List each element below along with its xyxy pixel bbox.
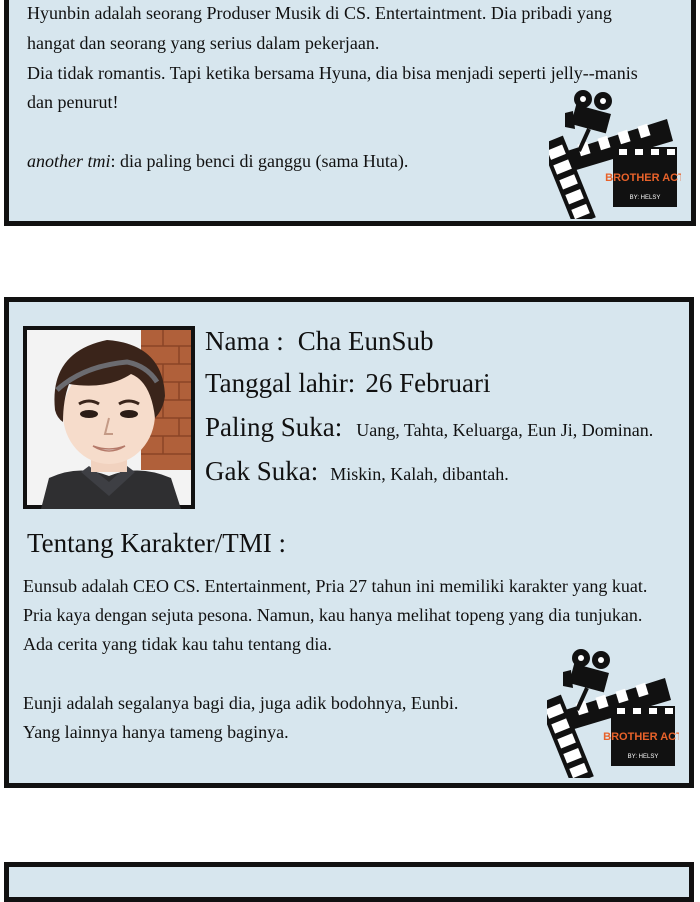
tmi-text: : dia paling benci di ganggu (sama Huta). xyxy=(110,151,409,171)
logo-subtitle: BY: HELSY xyxy=(627,754,659,760)
dislikes-field xyxy=(205,456,509,487)
name-value: Cha EunSub xyxy=(297,326,434,356)
dislikes-label: Gak Suka: xyxy=(205,456,319,486)
dislikes-value: Miskin, Kalah, dibantah. xyxy=(330,464,509,484)
portrait-image xyxy=(23,326,195,509)
birthdate-label: Tanggal lahir: xyxy=(205,368,356,398)
birthdate-field xyxy=(205,368,491,399)
likes-field xyxy=(205,412,653,443)
tmi-label: another tmi xyxy=(27,151,111,171)
description-line: Dia tidak romantis. Tapi ketika bersama Hyuna, dia bisa menjadi seperti jelly--manis xyxy=(27,63,638,83)
tmi-line xyxy=(27,151,408,171)
description-line: Eunsub adalah CEO CS. Entertainment, Pria 27 tahun ini memiliki karakter yang kuat. xyxy=(23,576,648,596)
description-line: Ada cerita yang tidak kau tahu tentang dia. xyxy=(23,634,332,654)
description-line: hangat dan seorang yang serius dalam pekerjaan. xyxy=(27,33,380,53)
movie-camera-clapperboard-icon xyxy=(547,648,679,778)
likes-label: Paling Suka: xyxy=(205,412,343,442)
description-line: Hyunbin adalah seorang Produser Musik di CS. Entertaintment. Dia pribadi yang xyxy=(27,3,612,23)
description-line: Yang lainnya hanya tameng baginya. xyxy=(23,722,289,742)
character-card-hyunbin xyxy=(4,0,696,226)
brother-act-logo xyxy=(547,648,679,783)
character-card-next xyxy=(4,862,694,902)
logo-title: BROTHER ACT xyxy=(605,172,681,184)
description-line: Eunji adalah segalanya bagi dia, juga adik bodohnya, Eunbi. xyxy=(23,693,459,713)
logo-subtitle: BY: HELSY xyxy=(629,195,661,201)
movie-camera-clapperboard-icon xyxy=(549,89,681,219)
description-line: dan penurut! xyxy=(27,92,119,112)
description-line: Pria kaya dengan sejuta pesona. Namun, kau hanya melihat topeng yang dia tunjukan. xyxy=(23,605,643,625)
character-portrait xyxy=(23,326,195,509)
section-heading: Tentang Karakter/TMI : xyxy=(27,528,287,558)
brother-act-logo xyxy=(549,89,681,224)
logo-title: BROTHER ACT xyxy=(603,731,679,743)
character-card-eunsub xyxy=(4,297,694,788)
name-field xyxy=(205,326,434,357)
name-label: Nama : xyxy=(205,326,284,356)
birthdate-value: 26 Februari xyxy=(365,368,491,398)
likes-value: Uang, Tahta, Keluarga, Eun Ji, Dominan. xyxy=(356,420,654,440)
